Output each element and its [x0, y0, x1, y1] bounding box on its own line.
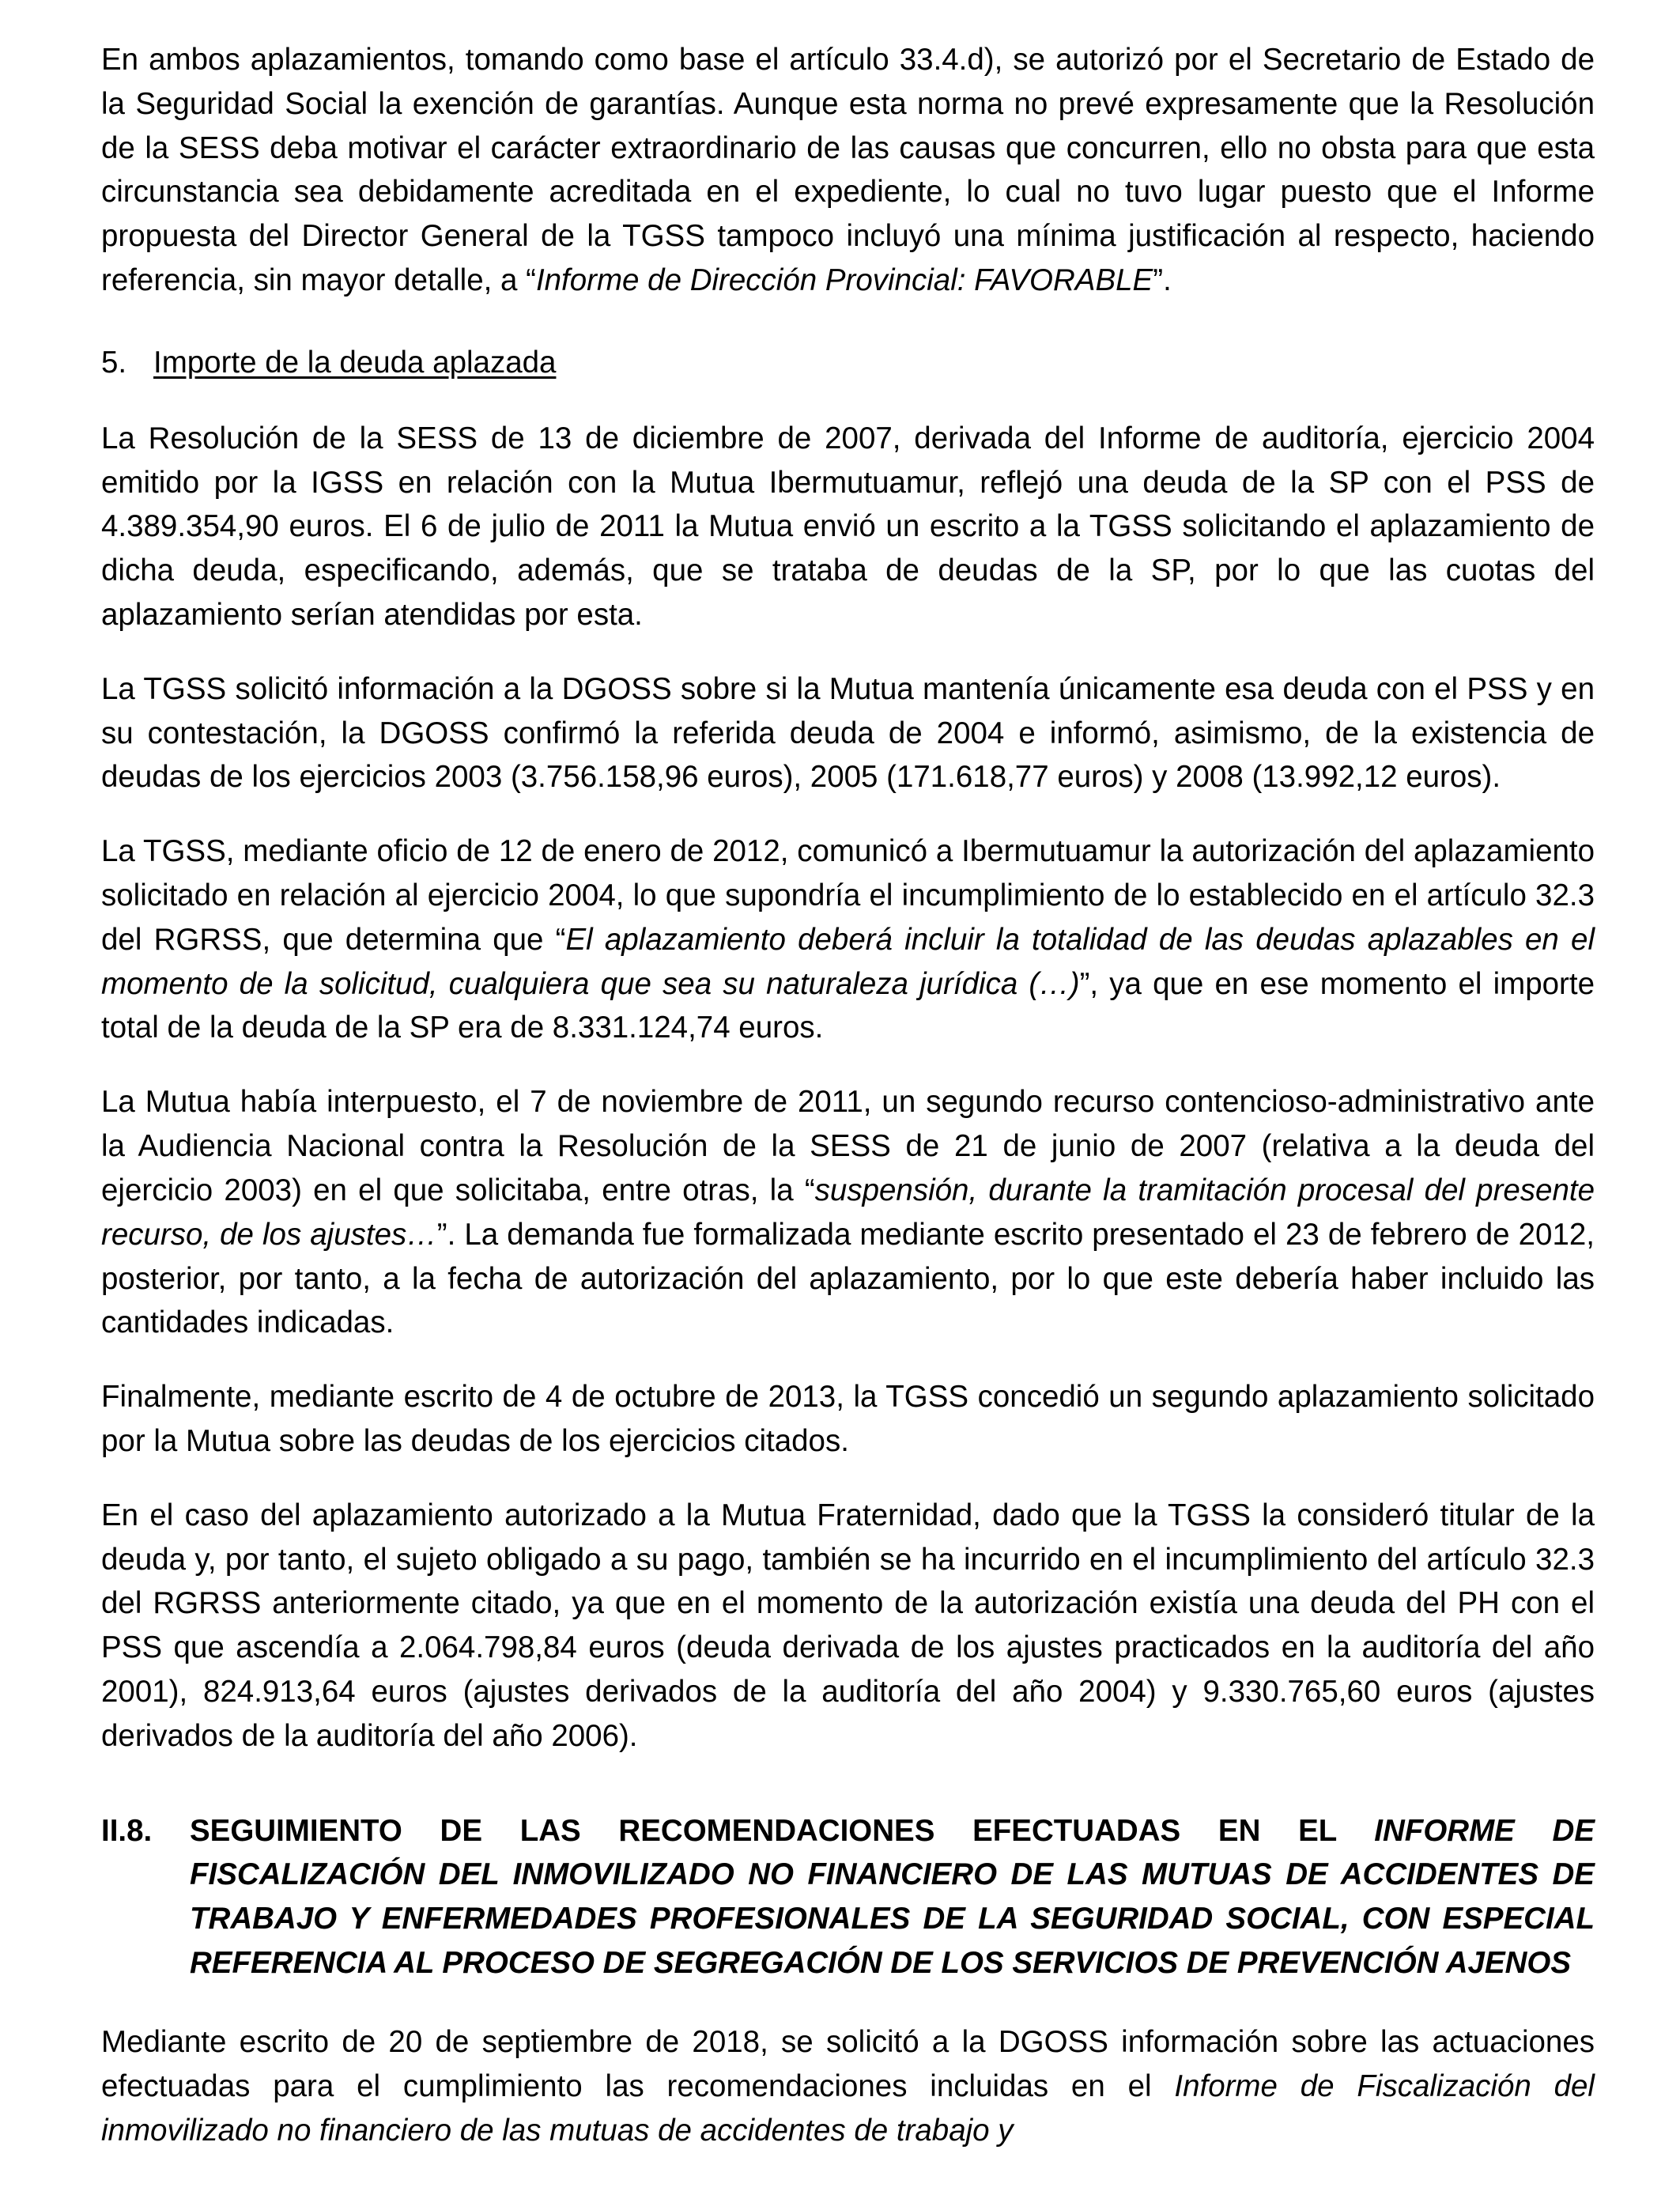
- paragraph-mediante-escrito-2018: [101, 2020, 1595, 2152]
- paragraph-text-segment: ”, ya que en ese momento el importe total de la deuda de la SP era de 8.331.124,74 euros.: [101, 966, 1595, 1045]
- paragraph-text-segment: En ambos aplazamientos, tomando como base el artículo 33.4.d), se autorizó por el Secretario de Estado de la Seguridad Social la exención de garantías. Aunque esta norma no prevé expresamente que la Resolución de la SESS deba motivar el carácter extraordinario de las causas que concurren, ello no obsta para que esta circunstancia sea debidamente acreditada en el expediente, lo cual no tuvo lugar puesto que el Informe propuesta del Director General de la TGSS tampoco incluyó una mínima justificación al respecto, haciendo referencia, sin mayor detalle, a “: [101, 43, 1595, 298]
- sub-heading-importe-deuda-aplazada: [101, 341, 1595, 385]
- italic-title-informe-fiscalizacion: Informe de Fiscalización del inmovilizado no financiero de las mutuas de accidentes de trabajo y: [101, 2068, 1595, 2148]
- paragraph-text-segment: Mediante escrito de 20 de septiembre de 2018, se solicitó a la DGOSS información sobre las actuaciones efectuadas para el cumplimiento las recomendaciones incluidas en el: [101, 2024, 1595, 2103]
- paragraph-tgss-oficio-2012: [101, 829, 1595, 1050]
- paragraph-ambos-aplazamientos: [101, 38, 1595, 303]
- spacer: [101, 333, 1595, 341]
- italic-quote-informe-direccion-provincial: Informe de Dirección Provincial: FAVORABLE: [535, 263, 1153, 298]
- section-heading-ii8: [101, 1809, 1595, 1985]
- italic-quote-suspension-tramitacion: suspensión, durante la tramitación procesal del presente recurso, de los ajustes…: [101, 1173, 1595, 1252]
- paragraph-text-segment: La Mutua había interpuesto, el 7 de noviembre de 2011, un segundo recurso contencioso-administrativo ante la Audiencia Nacional contra la Resolución de la SESS de 21 de junio de 2007 (relativa a la deuda del ejercicio 2003) en el que solicitaba, entre otras, la “: [101, 1085, 1595, 1207]
- italic-quote-rgrss-articulo-32-3: El aplazamiento deberá incluir la totalidad de las deudas aplazables en el momento de la solicitud, cualquiera que sea su naturaleza jurídica (…): [101, 922, 1595, 1001]
- paragraph-mutua-fraternidad: En el caso del aplazamiento autorizado a la Mutua Fraternidad, dado que la TGSS la consideró titular de la deuda y, por tanto, el sujeto obligado a su pago, también se ha incurrido en el incumplimiento del artículo 32.3 del RGRSS anteriormente citado, ya que en el momento de la autorización existía una deuda del PH con el PSS que ascendía a 2.064.798,84 euros (deuda derivada de los ajustes practicados en la auditoría del año 2001), 824.913,64 euros (ajustes derivados de la auditoría del año 2004) y 9.330.765,60 euros (ajustes derivados de la auditoría del año 2006).: [101, 1498, 1595, 1753]
- section-heading-segment: SEGUIMIENTO DE LAS RECOMENDACIONES EFECTUADAS EN EL: [190, 1813, 1375, 1848]
- paragraph-text-segment: ”. La demanda fue formalizada mediante escrito presentado el 23 de febrero de 2012, posterior, por tanto, a la fecha de autorización del aplazamiento, por lo que este debería haber incluido las cantidades indicadas.: [101, 1217, 1595, 1340]
- paragraph-tgss-solicito-informacion: La TGSS solicitó información a la DGOSS sobre si la Mutua mantenía únicamente esa deuda con el PSS y en su contestación, la DGOSS confirmó la referida deuda de 2004 e informó, asimismo, de la existencia de deudas de los ejercicios 2003 (3.756.158,96 euros), 2005 (171.618,77 euros) y 2008 (13.992,12 euros).: [101, 671, 1595, 795]
- spacer: [101, 1789, 1595, 1809]
- sub-heading-title: Importe de la deuda aplazada: [153, 345, 557, 380]
- paragraph-resolucion-sess-2007: La Resolución de la SESS de 13 de diciembre de 2007, derivada del Informe de auditoría, ejercicio 2004 emitido por la IGSS en relación con la Mutua Ibermutuamur, reflejó una deuda de la SP con el PSS de 4.389.354,90 euros. El 6 de julio de 2011 la Mutua envió un escrito a la TGSS solicitando el aplazamiento de dicha deuda, especificando, además, que se trataba de deudas de la SP, por lo que las cuotas del aplazamiento serían atendidas por esta.: [101, 421, 1595, 632]
- section-heading-number: II.8.: [101, 1813, 153, 1848]
- sub-heading-number: 5.: [101, 345, 127, 380]
- paragraph-text-segment: La TGSS, mediante oficio de 12 de enero de 2012, comunicó a Ibermutuamur la autorización del aplazamiento solicitado en relación al ejercicio 2004, lo que supondría el incumplimiento de lo establecido en el artículo 32.3 del RGRSS, que determina que “: [101, 834, 1595, 957]
- paragraph-text-segment: ”.: [1153, 263, 1172, 298]
- paragraph-finalmente-segundo-aplazamiento: Finalmente, mediante escrito de 4 de octubre de 2013, la TGSS concedió un segundo aplazamiento solicitado por la Mutua sobre las deudas de los ejercicios citados.: [101, 1380, 1595, 1458]
- section-heading-text: [190, 1809, 1595, 1985]
- document-body: [101, 38, 1595, 2152]
- paragraph-mutua-recurso-contencioso: [101, 1080, 1595, 1345]
- section-heading-italic-title: INFORME DE FISCALIZACIÓN DEL INMOVILIZADO NO FINANCIERO DE LAS MUTUAS DE ACCIDENTES DE TRABAJO Y ENFERMEDADES PROFESIONALES DE LA SEGURIDAD SOCIAL, CON ESPECIAL REFERENCIA AL PROCESO DE SEGREGACIÓN DE LOS SERVICIOS DE PREVENCIÓN AJENOS: [190, 1813, 1595, 1981]
